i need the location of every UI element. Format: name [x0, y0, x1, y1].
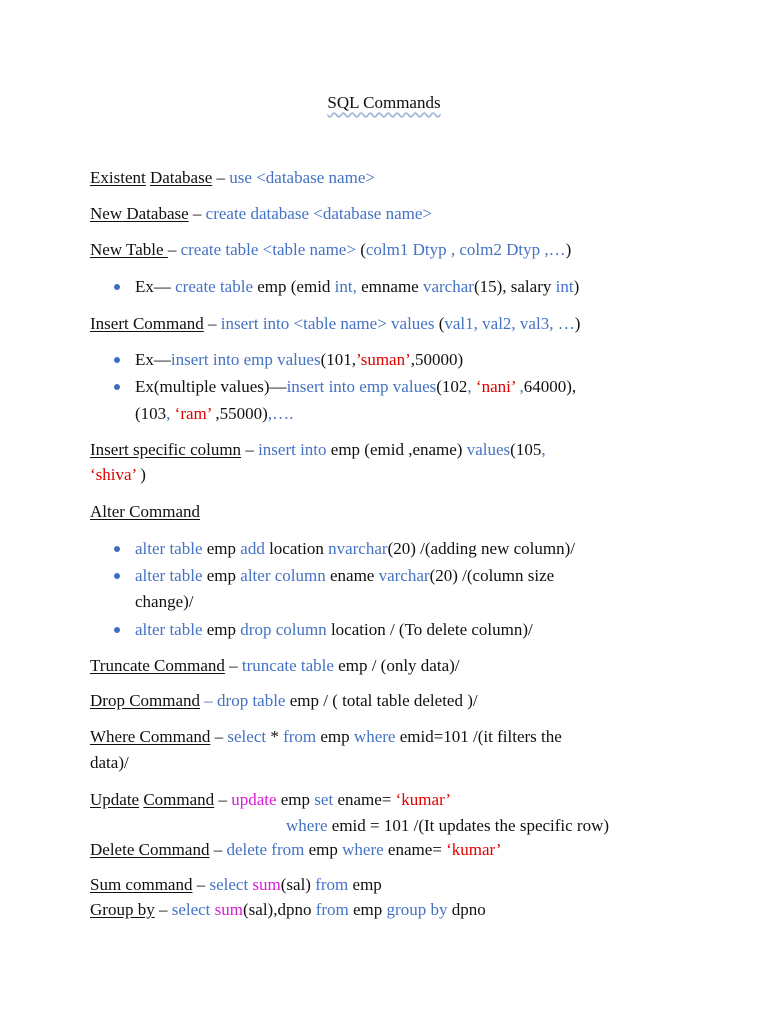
plain-text: (15), salary — [473, 277, 556, 296]
plain-text: ) — [573, 277, 580, 296]
line-insert-command — [90, 312, 580, 336]
plain-text: – — [241, 440, 259, 459]
sql-keyword: varchar — [422, 277, 474, 296]
sql-keyword: insert into <table name> values — [220, 314, 435, 333]
line-update-command-2 — [286, 814, 609, 838]
plain-text: (sal) — [280, 875, 316, 894]
sql-keyword: , — [519, 377, 524, 396]
sql-keyword: alter column — [240, 566, 326, 585]
sql-keyword: alter table — [135, 620, 203, 639]
line-drop-command — [90, 689, 478, 713]
line-insert-specific-2 — [90, 463, 146, 487]
plain-text: (102 — [436, 377, 468, 396]
plain-text: – — [188, 204, 206, 223]
sql-keyword: add — [240, 539, 265, 558]
heading-text: Insert specific column — [90, 440, 242, 459]
sql-keyword: create database <database name> — [205, 204, 433, 223]
sql-keyword: , — [467, 377, 472, 396]
line-new-table-example — [135, 275, 579, 299]
sql-keyword: use <database name> — [229, 168, 375, 187]
plain-text: emp — [316, 727, 354, 746]
heading-text: Existent — [90, 168, 146, 187]
heading-text: Command — [143, 790, 215, 809]
plain-text: ename= — [333, 790, 396, 809]
sql-keyword: colm1 Dtyp , colm2 Dtyp ,… — [365, 240, 566, 259]
page-title: SQL Commands — [327, 93, 441, 112]
plain-text: location — [264, 539, 329, 558]
sql-keyword: from — [315, 875, 349, 894]
plain-text: location / (To delete column)/ — [326, 620, 533, 639]
sql-keyword: group by — [386, 900, 448, 919]
plain-text: – — [192, 875, 210, 894]
sql-keyword: insert into — [258, 440, 327, 459]
line-where-command-2 — [90, 751, 129, 775]
line-insert-multiple-2 — [135, 402, 293, 426]
plain-text: emp — [202, 566, 241, 585]
plain-text: Ex(multiple values)— — [135, 377, 287, 396]
sql-keyword: delete from — [226, 840, 305, 859]
sql-function: update — [231, 790, 277, 809]
sql-string: ‘shiva’ — [90, 465, 136, 484]
heading-text: Insert Command — [90, 314, 204, 333]
line-group-by — [90, 898, 486, 922]
bullet-dot-icon — [114, 627, 120, 633]
plain-text: emp — [202, 620, 241, 639]
sql-keyword: insert into emp values — [170, 350, 321, 369]
plain-text: (20) /(column size — [429, 566, 555, 585]
heading-text: Delete Command — [90, 840, 210, 859]
sql-keyword: values — [466, 440, 511, 459]
sql-keyword: val1, val2, val3, … — [444, 314, 575, 333]
sql-keyword: , — [541, 440, 546, 459]
plain-text: (sal),dpno — [243, 900, 316, 919]
plain-text: 64000), — [523, 377, 577, 396]
bullet-dot-icon — [114, 357, 120, 363]
heading-text: Group by — [90, 900, 155, 919]
sql-keyword: from — [283, 727, 317, 746]
line-update-command-1 — [90, 788, 451, 812]
sql-keyword: drop column — [240, 620, 327, 639]
plain-text: emp — [276, 790, 315, 809]
line-insert-multiple-1 — [135, 375, 576, 399]
plain-text: (20) /(adding new column)/ — [387, 539, 575, 558]
heading-text: Sum command — [90, 875, 193, 894]
plain-text: ) — [135, 465, 146, 484]
sql-keyword: select — [171, 900, 215, 919]
bullet-dot-icon — [114, 384, 120, 390]
plain-text: change)/ — [135, 592, 194, 611]
line-insert-example — [135, 348, 463, 372]
bullet-dot-icon — [114, 573, 120, 579]
line-where-command-1 — [90, 725, 562, 749]
plain-text: ,55000) — [211, 404, 268, 423]
line-alter-column-2 — [135, 590, 194, 614]
plain-text: ) — [574, 314, 581, 333]
sql-keyword: int, — [334, 277, 357, 296]
sql-keyword: select — [209, 875, 253, 894]
plain-text: – — [212, 168, 230, 187]
plain-text: ename= — [383, 840, 447, 859]
heading-text: Update — [90, 790, 140, 809]
plain-text: – — [154, 900, 172, 919]
sql-keyword: varchar — [378, 566, 430, 585]
line-new-table — [90, 238, 571, 262]
plain-text: * — [266, 727, 284, 746]
plain-text: emp — [304, 840, 343, 859]
plain-text: dpno — [447, 900, 486, 919]
heading-text: Drop Command — [90, 691, 201, 710]
plain-text: – — [210, 727, 228, 746]
plain-text: ( — [434, 314, 445, 333]
plain-text: data)/ — [90, 753, 129, 772]
sql-keyword: where — [342, 840, 384, 859]
plain-text: Ex— — [135, 277, 176, 296]
plain-text: emid=101 /(it filters the — [395, 727, 562, 746]
heading-text: Truncate Command — [90, 656, 225, 675]
heading-text: Where Command — [90, 727, 211, 746]
sql-keyword: insert into emp values — [286, 377, 437, 396]
plain-text: – — [203, 314, 221, 333]
plain-text: emp (emid — [257, 277, 335, 296]
sql-keyword: where — [286, 816, 328, 835]
plain-text: – — [214, 790, 232, 809]
plain-text: – — [224, 656, 242, 675]
plain-text: (101, — [320, 350, 356, 369]
plain-text: emp / (only data)/ — [333, 656, 460, 675]
line-sum-command — [90, 873, 382, 897]
sql-string: ’suman’ — [355, 350, 411, 369]
line-delete-command — [90, 838, 502, 862]
sql-keyword: set — [314, 790, 334, 809]
heading-text: New Database — [90, 204, 189, 223]
plain-text: emname — [356, 277, 423, 296]
line-insert-specific-1 — [90, 438, 546, 462]
sql-keyword: int — [555, 277, 574, 296]
sql-string: ‘nani’ — [475, 377, 516, 396]
plain-text: emp (emid ,ename) — [326, 440, 467, 459]
plain-text: Ex— — [135, 350, 171, 369]
sql-string: ‘kumar’ — [446, 840, 502, 859]
sql-keyword: select — [227, 727, 267, 746]
line-alter-column-1 — [135, 564, 554, 588]
line-alter-add — [135, 537, 575, 561]
sql-keyword: , — [166, 404, 171, 423]
sql-keyword: – drop table — [200, 691, 286, 710]
plain-text: emp — [348, 875, 382, 894]
plain-text: emp / ( total table deleted )/ — [285, 691, 478, 710]
sql-string: ‘ram’ — [174, 404, 212, 423]
heading-text: Database — [149, 168, 213, 187]
plain-text: ) — [565, 240, 572, 259]
sql-string: ‘kumar’ — [395, 790, 452, 809]
sql-function: sum — [252, 875, 281, 894]
line-truncate-command — [90, 654, 460, 678]
bullet-dot-icon — [114, 546, 120, 552]
sql-keyword: nvarchar — [328, 539, 388, 558]
plain-text: ( — [355, 240, 366, 259]
plain-text: emp — [202, 539, 241, 558]
plain-text: ename — [325, 566, 379, 585]
plain-text: emp — [348, 900, 387, 919]
plain-text: – — [209, 840, 227, 859]
line-existent-database — [90, 166, 375, 190]
bullet-dot-icon — [114, 284, 120, 290]
sql-keyword: alter table — [135, 566, 203, 585]
sql-keyword: create table — [175, 277, 258, 296]
sql-keyword: ,…. — [267, 404, 294, 423]
heading-text: New Table — [90, 240, 168, 259]
sql-keyword: from — [315, 900, 349, 919]
sql-keyword: where — [353, 727, 396, 746]
line-new-database — [90, 202, 432, 226]
line-alter-command — [90, 500, 200, 524]
sql-keyword: truncate table — [241, 656, 334, 675]
plain-text: – — [167, 240, 181, 259]
heading-text: Alter Command — [90, 502, 201, 521]
sql-function: sum — [214, 900, 243, 919]
line-alter-drop — [135, 618, 533, 642]
sql-keyword: create table <table name> — [180, 240, 356, 259]
plain-text: emid = 101 /(It updates the specific row) — [327, 816, 610, 835]
plain-text: (103 — [135, 404, 167, 423]
plain-text: ,50000) — [410, 350, 464, 369]
plain-text: (105 — [510, 440, 542, 459]
sql-keyword: alter table — [135, 539, 203, 558]
